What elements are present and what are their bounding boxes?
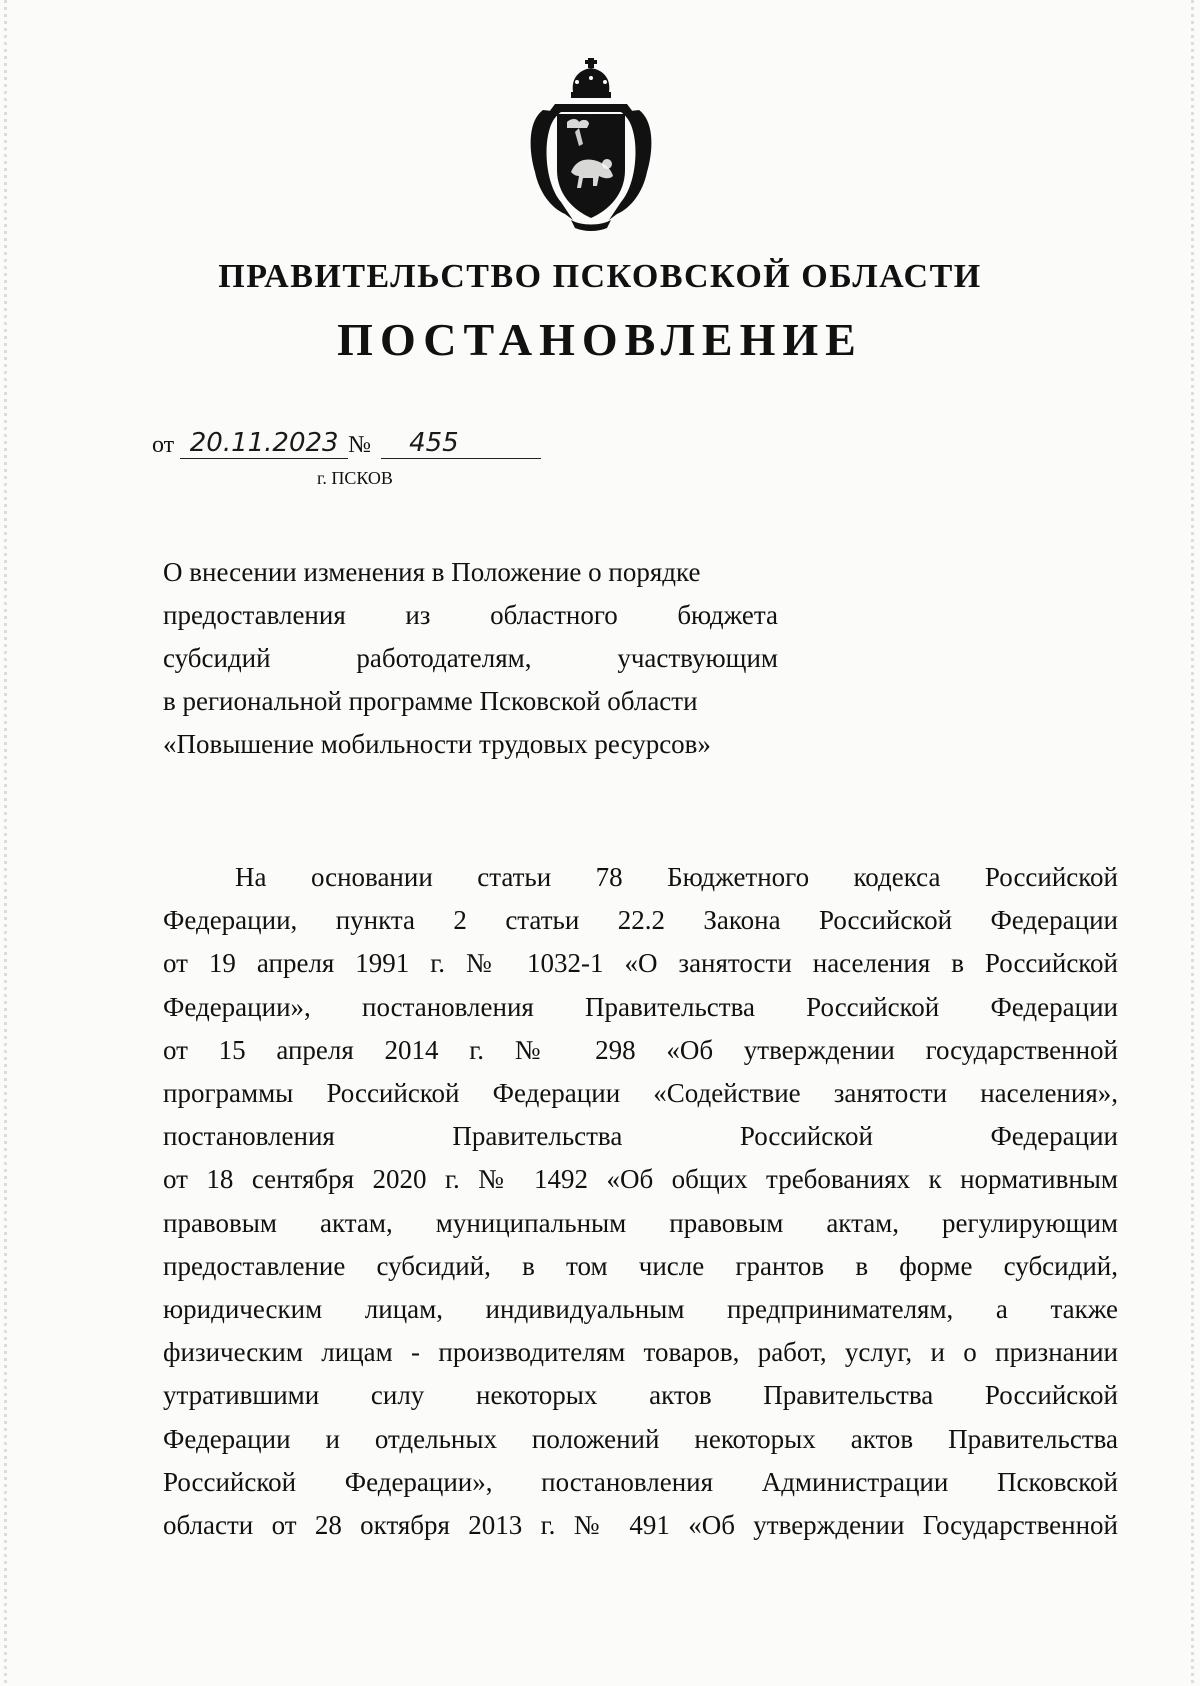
pskov-coat-of-arms-icon (521, 52, 661, 232)
city-label: г. ПСКОВ (317, 468, 393, 488)
subject-line: субсидий работодателям, участвующим (163, 643, 778, 673)
decree-body (163, 856, 1118, 1547)
subject-line: предоставления из областного бюджета (163, 600, 778, 630)
body-line: юридическим лицам, индивидуальным предпринимателям, а также (163, 1294, 1118, 1325)
body-line: Федерации», постановления Правительства Российской Федерации (163, 991, 1118, 1022)
subject-line: в региональной программе Псковской области (163, 686, 698, 716)
body-line: Федерации, пункта 2 статьи 22.2 Закона Российской Федерации (163, 905, 1118, 936)
body-line: от 15 апреля 2014 г. № 298 «Об утверждении государственной (163, 1034, 1118, 1065)
scan-edge-right (1191, 0, 1194, 1686)
body-line: утратившими силу некоторых актов Правительства Российской (163, 1380, 1118, 1411)
body-line: Российской Федерации», постановления Администрации Псковской (163, 1466, 1118, 1497)
number-prefix: № (348, 432, 372, 458)
body-line: от 19 апреля 1991 г. № 1032-1 «О занятости населения в Российской (163, 948, 1118, 979)
government-title: ПРАВИТЕЛЬСТВО ПСКОВСКОЙ ОБЛАСТИ (218, 258, 982, 295)
body-line: На основании статьи 78 Бюджетного кодекса Российской (235, 862, 1118, 892)
decree-subject (163, 551, 778, 766)
body-line: от 18 сентября 2020 г. № 1492 «Об общих требованиях к нормативным (163, 1164, 1118, 1195)
decree-number: 455 (381, 428, 541, 459)
body-line: предоставление субсидий, в том числе грантов в форме субсидий, (163, 1250, 1118, 1281)
body-line: программы Российской Федерации «Содействие занятости населения», (163, 1078, 1118, 1109)
body-line: Федерации и отдельных положений некоторых актов Правительства (163, 1423, 1118, 1454)
body-line: правовым актам, муниципальным правовым актам, регулирующим (163, 1207, 1118, 1238)
document-type-title: ПОСТАНОВЛЕНИЕ (337, 314, 863, 365)
date-prefix: от (152, 432, 175, 458)
decree-date: 20.11.2023 (180, 428, 348, 459)
body-line: области от 28 октября 2013 г. № 491 «Об утверждении Государственной (163, 1510, 1118, 1541)
body-line: постановления Правительства Российской Федерации (163, 1121, 1118, 1152)
registration-line (152, 428, 541, 459)
subject-line: «Повышение мобильности трудовых ресурсов» (163, 729, 711, 759)
subject-line: О внесении изменения в Положение о порядке (163, 557, 701, 587)
scan-edge-left (4, 0, 7, 1686)
body-line: физическим лицам - производителям товаров, работ, услуг, и о признании (163, 1337, 1118, 1368)
